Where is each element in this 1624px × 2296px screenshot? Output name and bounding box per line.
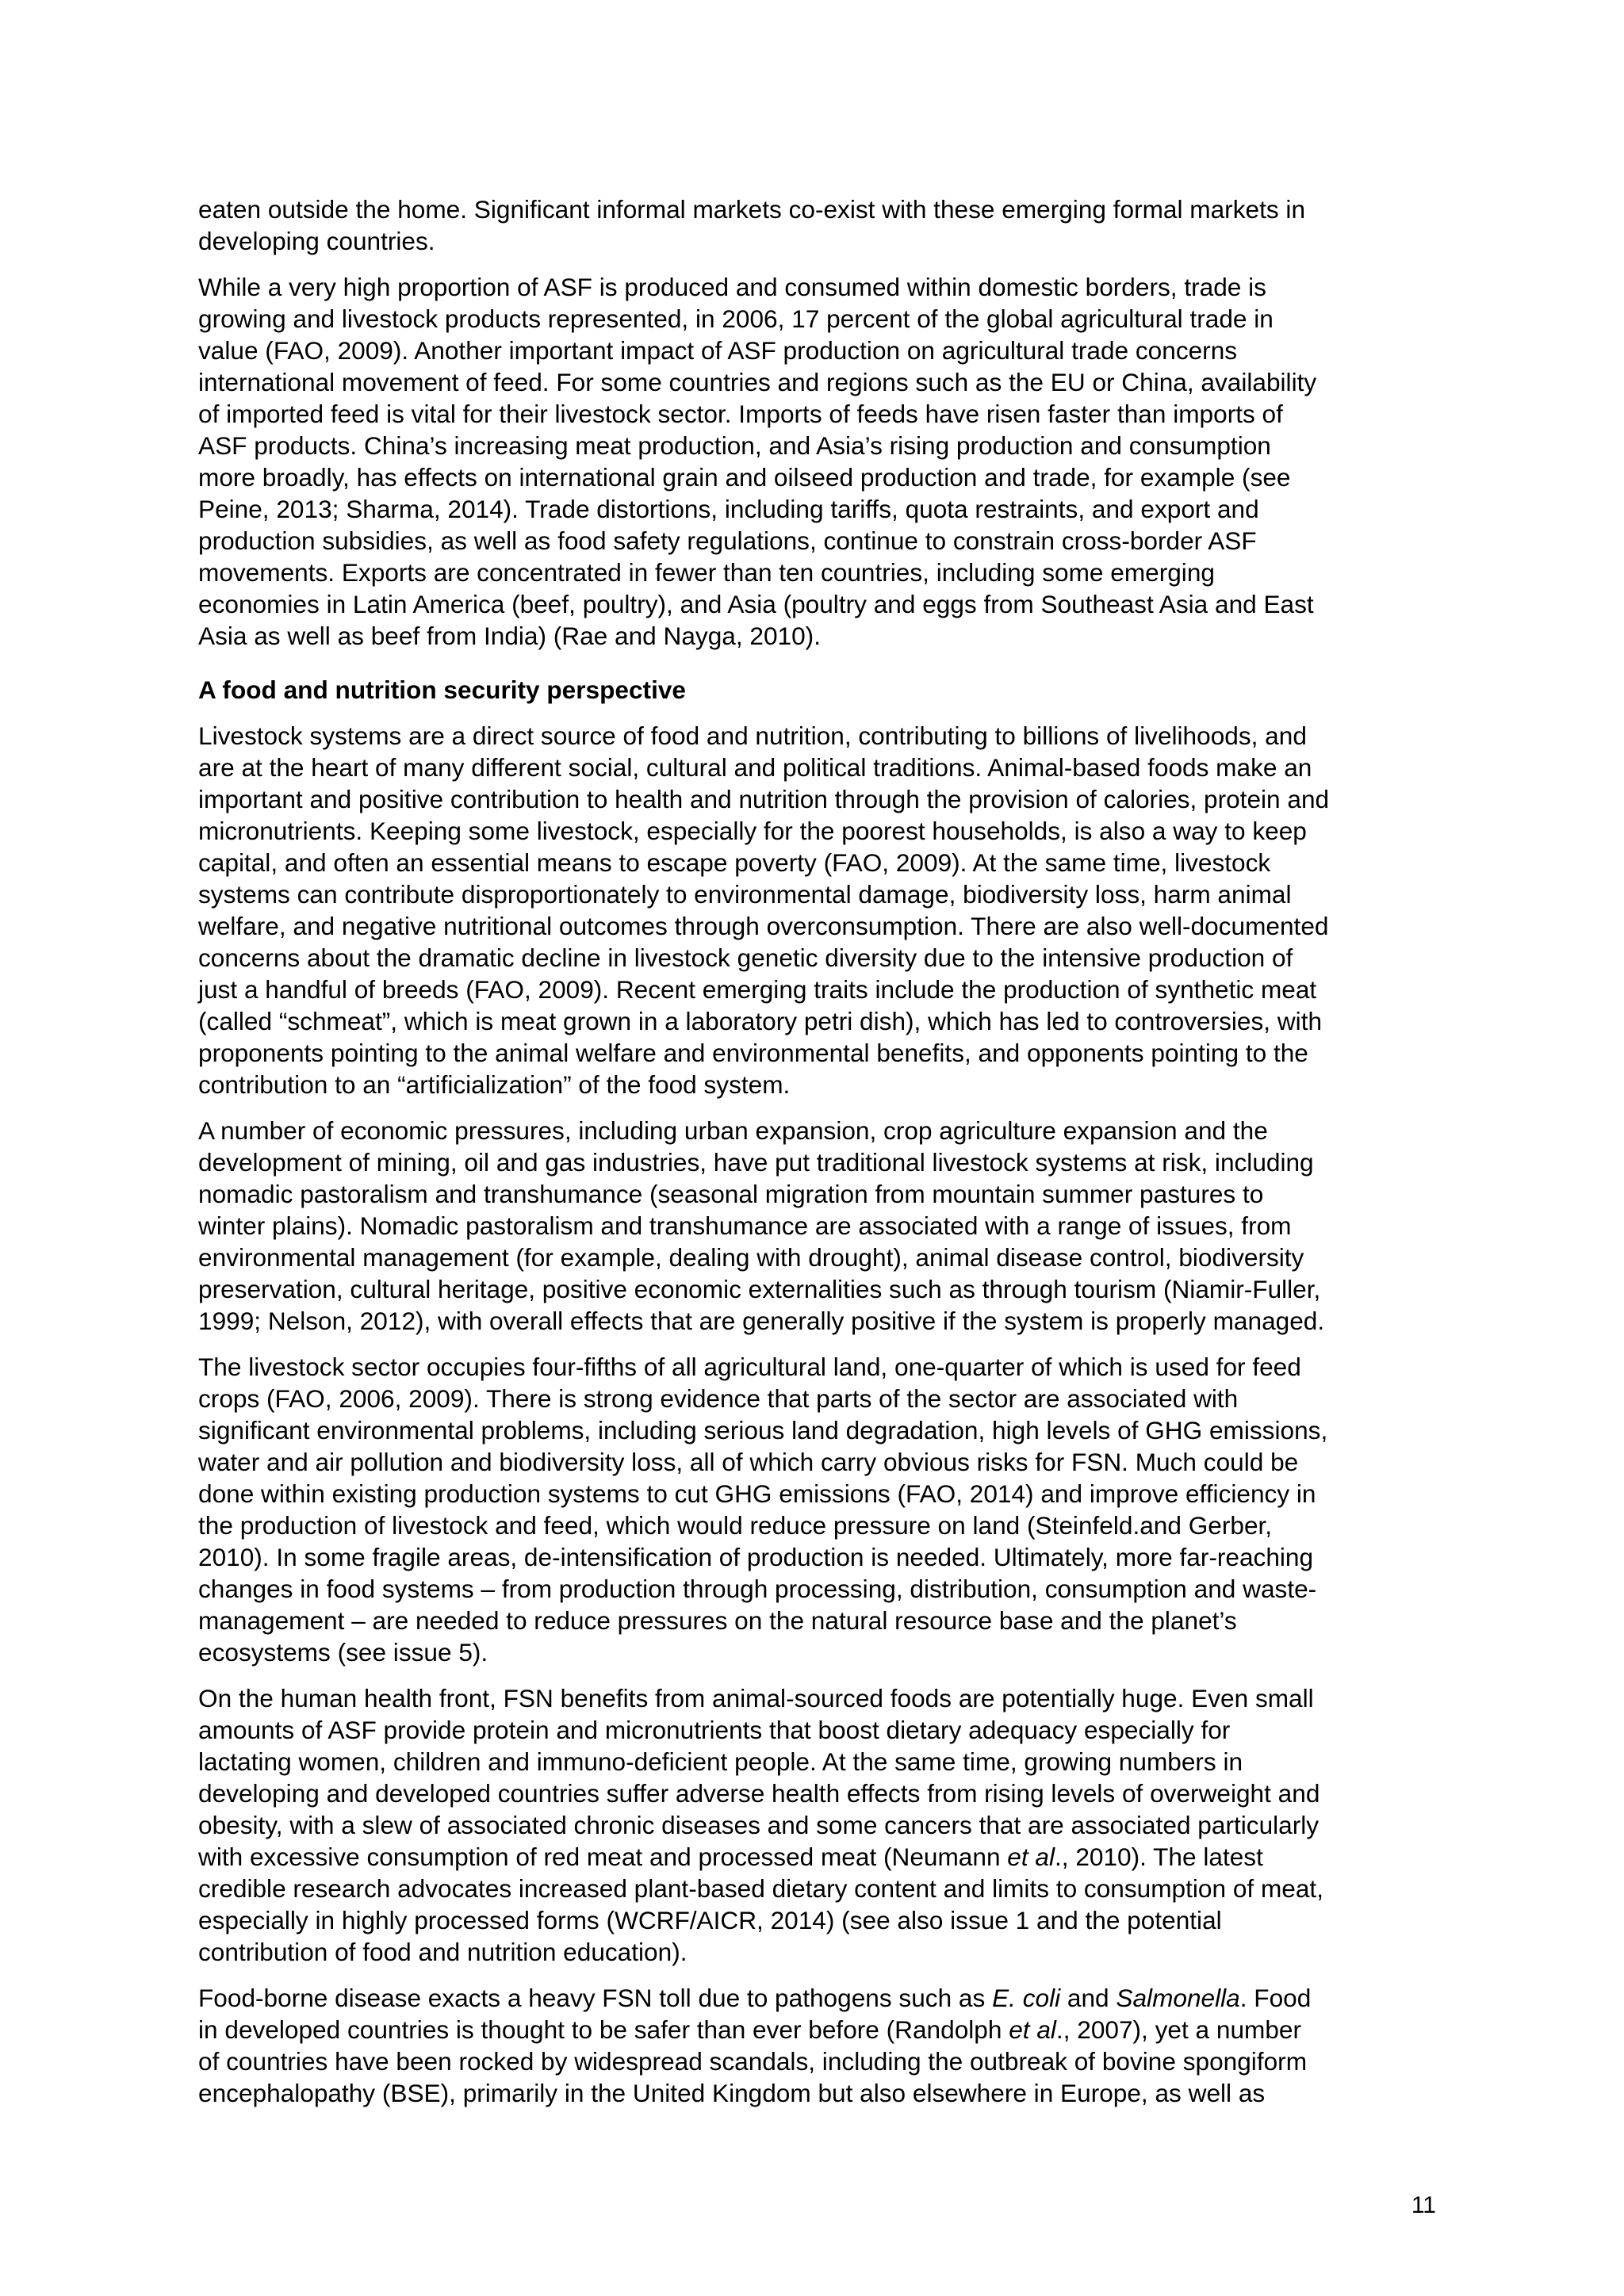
text-line: lactating women, children and immuno-deficient people. At the same time, growing numbers in (198, 1747, 1243, 1776)
text-line: and (1060, 1984, 1116, 2012)
italic-text: E. coli (992, 1984, 1061, 2012)
text-line: contribution of food and nutrition education). (198, 1938, 688, 1966)
text-line: obesity, with a slew of associated chronic diseases and some cancers that are associated particularly (198, 1811, 1320, 1839)
text-line: proponents pointing to the animal welfare and environmental benefits, and opponents pointing to the (198, 1039, 1308, 1067)
text-line: While a very high proportion of ASF is produced and consumed within domestic borders, trade is (198, 273, 1266, 301)
text-line: Livestock systems are a direct source of food and nutrition, contributing to billions of livelihoods, and (198, 721, 1307, 750)
text-line: done within existing production systems to cut GHG emissions (FAO, 2014) and improve efficiency in (198, 1479, 1316, 1508)
paragraph-human-health (198, 1682, 1443, 1968)
text-line: crops (FAO, 2006, 2009). There is strong evidence that parts of the sector are associated with (198, 1384, 1239, 1413)
text-line: with excessive consumption of red meat and processed meat (Neumann (198, 1843, 1008, 1871)
text-line: ecosystems (see issue 5). (198, 1638, 488, 1667)
text-line: micronutrients. Keeping some livestock, especially for the poorest households, is also a way to keep (198, 817, 1307, 845)
text-line: systems can contribute disproportionately to environmental damage, biodiversity loss, harm animal (198, 880, 1292, 909)
text-line: just a handful of breeds (FAO, 2009). Recent emerging traits include the production of synthetic meat (198, 975, 1317, 1004)
text-line: (called “schmeat”, which is meat grown in a laboratory petri dish), which has led to controversies, with (198, 1007, 1323, 1035)
text-line: ., 2010). The latest (1055, 1843, 1263, 1871)
text-line: growing and livestock products represented, in 2006, 17 percent of the global agricultural trade in (198, 304, 1274, 333)
text-line: The livestock sector occupies four-fifths of all agricultural land, one-quarter of which is used for feed (198, 1353, 1301, 1381)
text-line: 2010). In some fragile areas, de-intensification of production is needed. Ultimately, more far-reaching (198, 1543, 1314, 1571)
text-line: preservation, cultural heritage, positive economic externalities such as through tourism (Niamir-Fuller, (198, 1275, 1321, 1303)
text-line: concerns about the dramatic decline in livestock genetic diversity due to the intensive production of (198, 943, 1293, 972)
italic-text: Salmonella (1116, 1984, 1240, 2012)
text-line: Asia as well as beef from India) (Rae and Nayga, 2010). (198, 622, 821, 650)
text-line: significant environmental problems, including serious land degradation, high levels of GHG emissions, (198, 1416, 1328, 1445)
text-line: On the human health front, FSN benefits from animal-sourced foods are potentially huge. Even small (198, 1684, 1314, 1712)
text-line: amounts of ASF provide protein and micronutrients that boost dietary adequacy especially for (198, 1716, 1231, 1744)
paragraph (198, 271, 1443, 652)
text-line: developing countries. (198, 227, 435, 255)
paragraph (198, 193, 1443, 257)
text-line: A number of economic pressures, including urban expansion, crop agriculture expansion and the (198, 1116, 1268, 1145)
italic-text: et al (1009, 2015, 1056, 2044)
text-line: movements. Exports are concentrated in fewer than ten countries, including some emerging (198, 558, 1215, 587)
text-line: development of mining, oil and gas industries, have put traditional livestock systems at risk, including (198, 1148, 1314, 1177)
text-line: welfare, and negative nutritional outcomes through overconsumption. There are also well-documented (198, 912, 1329, 940)
text-line: contribution to an “artificialization” of the food system. (198, 1070, 791, 1099)
text-line: . Food (1239, 1984, 1312, 2012)
bottom-paragraphs (198, 720, 1443, 1668)
text-line: ASF products. China’s increasing meat production, and Asia’s rising production and consumption (198, 431, 1271, 460)
text-line: of countries have been rocked by widespread scandals, including the outbreak of bovine spongiform (198, 2047, 1308, 2076)
text-line: 1999; Nelson, 2012), with overall effects that are generally positive if the system is properly managed. (198, 1307, 1325, 1335)
text-line: nomadic pastoralism and transhumance (seasonal migration from mountain summer pastures to (198, 1180, 1264, 1208)
text-line: value (FAO, 2009). Another important impact of ASF production on agricultural trade concerns (198, 336, 1238, 365)
text-line: economies in Latin America (beef, poultry), and Asia (poultry and eggs from Southeast Asia and East (198, 590, 1314, 618)
text-line: especially in highly processed forms (WCRF/AICR, 2014) (see also issue 1 and the potential (198, 1906, 1222, 1934)
text-line: production subsidies, as well as food safety regulations, continue to constrain cross-border ASF (198, 526, 1257, 555)
text-line: management – are needed to reduce pressures on the natural resource base and the planet’s (198, 1606, 1237, 1635)
text-line: eaten outside the home. Significant informal markets co-exist with these emerging formal markets in (198, 195, 1306, 224)
text-line: water and air pollution and biodiversity loss, all of which carry obvious risks for FSN. Much could be (198, 1448, 1299, 1476)
text-line: Food-borne disease exacts a heavy FSN toll due to pathogens such as (198, 1984, 993, 2012)
page-body (198, 193, 1443, 2123)
text-line: are at the heart of many different social, cultural and political traditions. Animal-based foods make an (198, 753, 1312, 782)
italic-text: et al (1007, 1843, 1055, 1871)
text-line: Peine, 2013; Sharma, 2014). Trade distortions, including tariffs, quota restraints, and export and (198, 495, 1259, 523)
text-line: encephalopathy (BSE), primarily in the United Kingdom but also elsewhere in Europe, as well as (198, 2079, 1266, 2107)
paragraph-food-borne-disease (198, 1982, 1443, 2109)
text-line: winter plains). Nomadic pastoralism and transhumance are associated with a range of issues, from (198, 1211, 1292, 1240)
text-line: in developed countries is thought to be safer than ever before (Randolph (198, 2015, 1009, 2044)
paragraph (198, 1351, 1443, 1668)
text-line: developing and developed countries suffer adverse health effects from rising levels of overweight and (198, 1779, 1320, 1808)
text-line: important and positive contribution to health and nutrition through the provision of calories, protein and (198, 785, 1330, 813)
text-line: changes in food systems – from production through processing, distribution, consumption and waste- (198, 1575, 1317, 1603)
text-line: more broadly, has effects on international grain and oilseed production and trade, for example (see (198, 463, 1291, 492)
section-heading: A food and nutrition security perspective (198, 675, 686, 704)
text-line: ., 2007), yet a number (1055, 2015, 1302, 2044)
text-line: credible research advocates increased plant-based dietary content and limits to consumption of meat, (198, 1874, 1323, 1903)
top-paragraphs (198, 193, 1443, 652)
page-number: 11 (1411, 2192, 1436, 2218)
text-line: the production of livestock and feed, which would reduce pressure on land (Steinfeld.and Gerber, (198, 1511, 1273, 1540)
paragraph (198, 720, 1443, 1100)
text-line: environmental management (for example, dealing with drought), animal disease control, biodiversity (198, 1243, 1304, 1272)
text-line: international movement of feed. For some countries and regions such as the EU or China, availability (198, 368, 1317, 396)
text-line: of imported feed is vital for their livestock sector. Imports of feeds have risen faster than imports of (198, 400, 1283, 428)
paragraph (198, 1115, 1443, 1337)
text-line: capital, and often an essential means to escape poverty (FAO, 2009). At the same time, livestock (198, 848, 1271, 877)
